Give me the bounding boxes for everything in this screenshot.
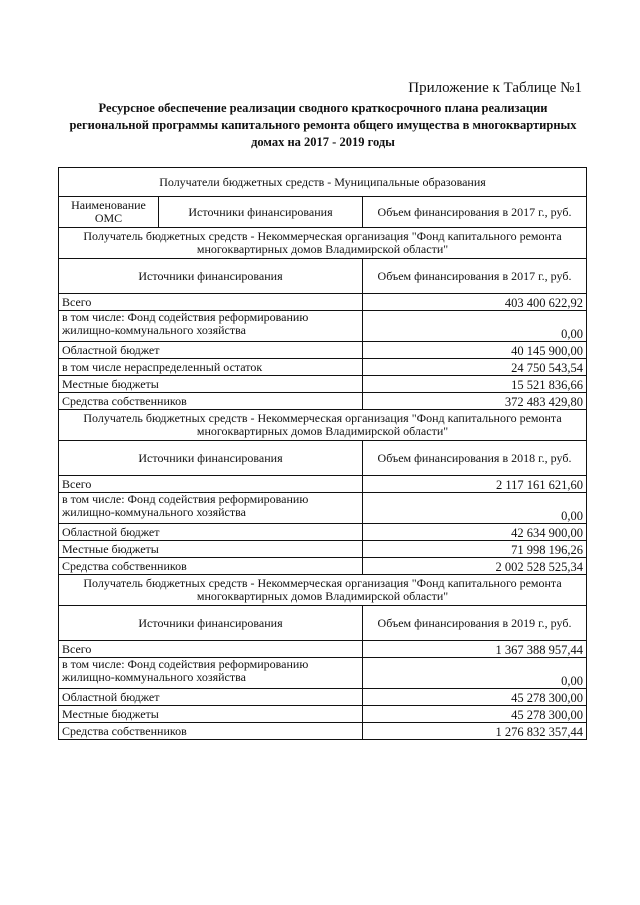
- table-row: [59, 658, 587, 689]
- row-label: Средства собственников: [59, 393, 363, 410]
- table-main-header: Получатели бюджетных средств - Муниципальные образования: [59, 168, 587, 197]
- row-value: 40 145 900,00: [363, 342, 587, 359]
- table-row: [59, 342, 587, 359]
- row-label: Всего: [59, 476, 363, 493]
- table-row: [59, 524, 587, 541]
- section-col-volume: Объем финансирования в 2018 г., руб.: [363, 441, 587, 476]
- row-label: Областной бюджет: [59, 689, 363, 706]
- table-row: [59, 723, 587, 740]
- table-row: [59, 376, 587, 393]
- section-col-volume: Объем финансирования в 2017 г., руб.: [363, 259, 587, 294]
- table-row: [59, 294, 587, 311]
- row-label: Областной бюджет: [59, 524, 363, 541]
- row-value: 71 998 196,26: [363, 541, 587, 558]
- row-value: 1 367 388 957,44: [363, 641, 587, 658]
- col-header-oms: Наименование ОМС: [59, 197, 159, 228]
- row-label: Местные бюджеты: [59, 541, 363, 558]
- row-value: 45 278 300,00: [363, 706, 587, 723]
- col-header-volume: Объем финансирования в 2017 г., руб.: [363, 197, 587, 228]
- section-col-sources: Источники финансирования: [59, 441, 363, 476]
- row-value: 403 400 622,92: [363, 294, 587, 311]
- document-title: Ресурсное обеспечение реализации сводного краткосрочного плана реализации региональной программы капитального ремонта общего имущества в многоквартирных домах на 2017 - 2019 годы: [69, 101, 577, 149]
- table-row: [59, 689, 587, 706]
- row-value: 372 483 429,80: [363, 393, 587, 410]
- table-row: [59, 493, 587, 524]
- row-label: Областной бюджет: [59, 342, 363, 359]
- row-value: 0,00: [363, 311, 587, 342]
- recipient-header: Получатель бюджетных средств - Некоммерческая организация "Фонд капитального ремонта многоквартирных домов Владимирской области": [59, 228, 587, 259]
- row-value: 42 634 900,00: [363, 524, 587, 541]
- table-row: [59, 311, 587, 342]
- row-label: в том числе: Фонд содействия реформированию жилищно-коммунального хозяйства: [59, 493, 363, 524]
- table-row: [59, 393, 587, 410]
- table-row: [59, 706, 587, 723]
- row-value: 2 002 528 525,34: [363, 558, 587, 575]
- row-label: в том числе: Фонд содействия реформированию жилищно-коммунального хозяйства: [59, 311, 363, 342]
- recipient-header: Получатель бюджетных средств - Некоммерческая организация "Фонд капитального ремонта многоквартирных домов Владимирской области": [59, 410, 587, 441]
- recipient-header: Получатель бюджетных средств - Некоммерческая организация "Фонд капитального ремонта многоквартирных домов Владимирской области": [59, 575, 587, 606]
- row-label: в том числе нераспределенный остаток: [59, 359, 363, 376]
- row-value: 2 117 161 621,60: [363, 476, 587, 493]
- row-label: Местные бюджеты: [59, 706, 363, 723]
- row-label: Местные бюджеты: [59, 376, 363, 393]
- row-value: 0,00: [363, 493, 587, 524]
- row-value: 45 278 300,00: [363, 689, 587, 706]
- row-value: 0,00: [363, 658, 587, 689]
- row-label: Всего: [59, 294, 363, 311]
- col-header-sources: Источники финансирования: [159, 197, 363, 228]
- table-row: [59, 541, 587, 558]
- section-col-volume: Объем финансирования в 2019 г., руб.: [363, 606, 587, 641]
- row-label: Средства собственников: [59, 723, 363, 740]
- section-col-sources: Источники финансирования: [59, 606, 363, 641]
- row-value: 15 521 836,66: [363, 376, 587, 393]
- row-label: Средства собственников: [59, 558, 363, 575]
- row-label: Всего: [59, 641, 363, 658]
- funding-table: [58, 167, 587, 740]
- table-row: [59, 558, 587, 575]
- appendix-label: Приложение к Таблице №1: [408, 80, 582, 96]
- row-value: 1 276 832 357,44: [363, 723, 587, 740]
- table-row: [59, 476, 587, 493]
- row-value: 24 750 543,54: [363, 359, 587, 376]
- table-row: [59, 641, 587, 658]
- table-row: [59, 359, 587, 376]
- section-col-sources: Источники финансирования: [59, 259, 363, 294]
- row-label: в том числе: Фонд содействия реформированию жилищно-коммунального хозяйства: [59, 658, 363, 689]
